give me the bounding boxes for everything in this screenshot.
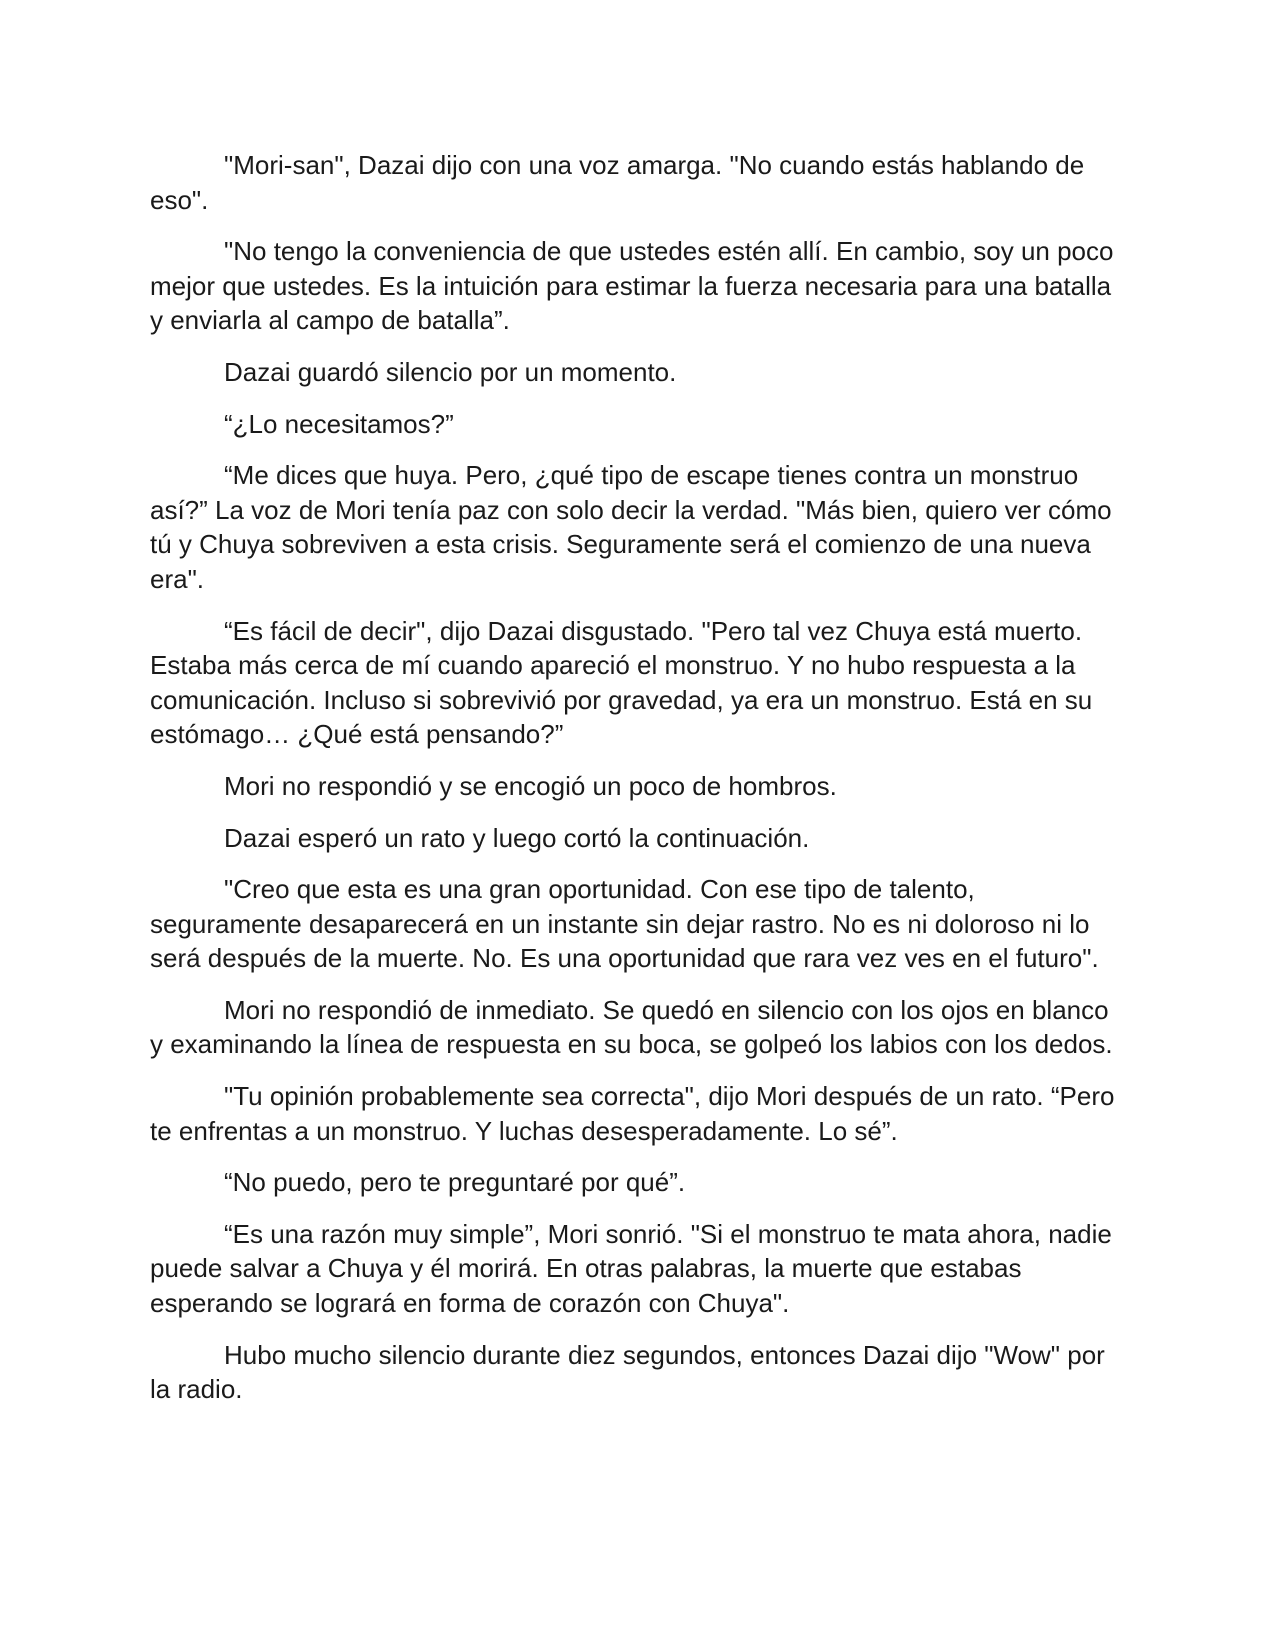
- paragraph: “Es una razón muy simple”, Mori sonrió. "Si el monstruo te mata ahora, nadie puede salvar a Chuya y él morirá. En otras palabras, la muerte que estabas esperando se logrará en forma de corazón con Chuya".: [150, 1218, 1112, 1319]
- paragraph: “¿Lo necesitamos?”: [224, 408, 454, 439]
- paragraph: Mori no respondió de inmediato. Se quedó en silencio con los ojos en blanco y examinando la línea de respuesta en su boca, se golpeó los labios con los dedos.: [150, 994, 1113, 1060]
- paragraph: “Es fácil de decir", dijo Dazai disgustado. "Pero tal vez Chuya está muerto. Estaba más cerca de mí cuando apareció el monstruo. Y no hubo respuesta a la comunicación. Incluso si sobrevivió por gravedad, ya era un monstruo. Está en su estómago… ¿Qué está pensando?”: [150, 615, 1093, 750]
- paragraph: "Mori-san", Dazai dijo con una voz amarga. "No cuando estás hablando de eso".: [150, 150, 1085, 215]
- paragraph: "Creo que esta es una gran oportunidad. Con ese tipo de talento, seguramente desaparecerá en un instante sin dejar rastro. No es ni doloroso ni lo será después de la muerte. No. Es una oportunidad que rara vez ves en el futuro".: [150, 874, 1099, 974]
- paragraph: “Me dices que huya. Pero, ¿qué tipo de escape tienes contra un monstruo así?” La voz de Mori tenía paz con solo decir la verdad. "Más bien, quiero ver cómo tú y Chuya sobreviven a esta crisis. Seguramente será el comienzo de una nueva era".: [150, 460, 1112, 594]
- paragraph: Dazai guardó silencio por un momento.: [224, 356, 677, 387]
- paragraph: "Tu opinión probablemente sea correcta", dijo Mori después de un rato. “Pero te enfrentas a un monstruo. Y luchas desesperadamente. Lo sé”.: [150, 1081, 1115, 1146]
- document-page: [150, 148, 1125, 1424]
- paragraph: Mori no respondió y se encogió un poco de hombros.: [224, 770, 837, 801]
- paragraph: Hubo mucho silencio durante diez segundos, entonces Dazai dijo "Wow" por la radio.: [150, 1339, 1105, 1405]
- paragraph: “No puedo, pero te preguntaré por qué”.: [224, 1167, 686, 1198]
- paragraph: Dazai esperó un rato y luego cortó la continuación.: [224, 822, 810, 853]
- paragraph: "No tengo la conveniencia de que ustedes estén allí. En cambio, soy un poco mejor que ustedes. Es la intuición para estimar la fuerza necesaria para una batalla y enviarla al campo de batalla”.: [150, 236, 1114, 336]
